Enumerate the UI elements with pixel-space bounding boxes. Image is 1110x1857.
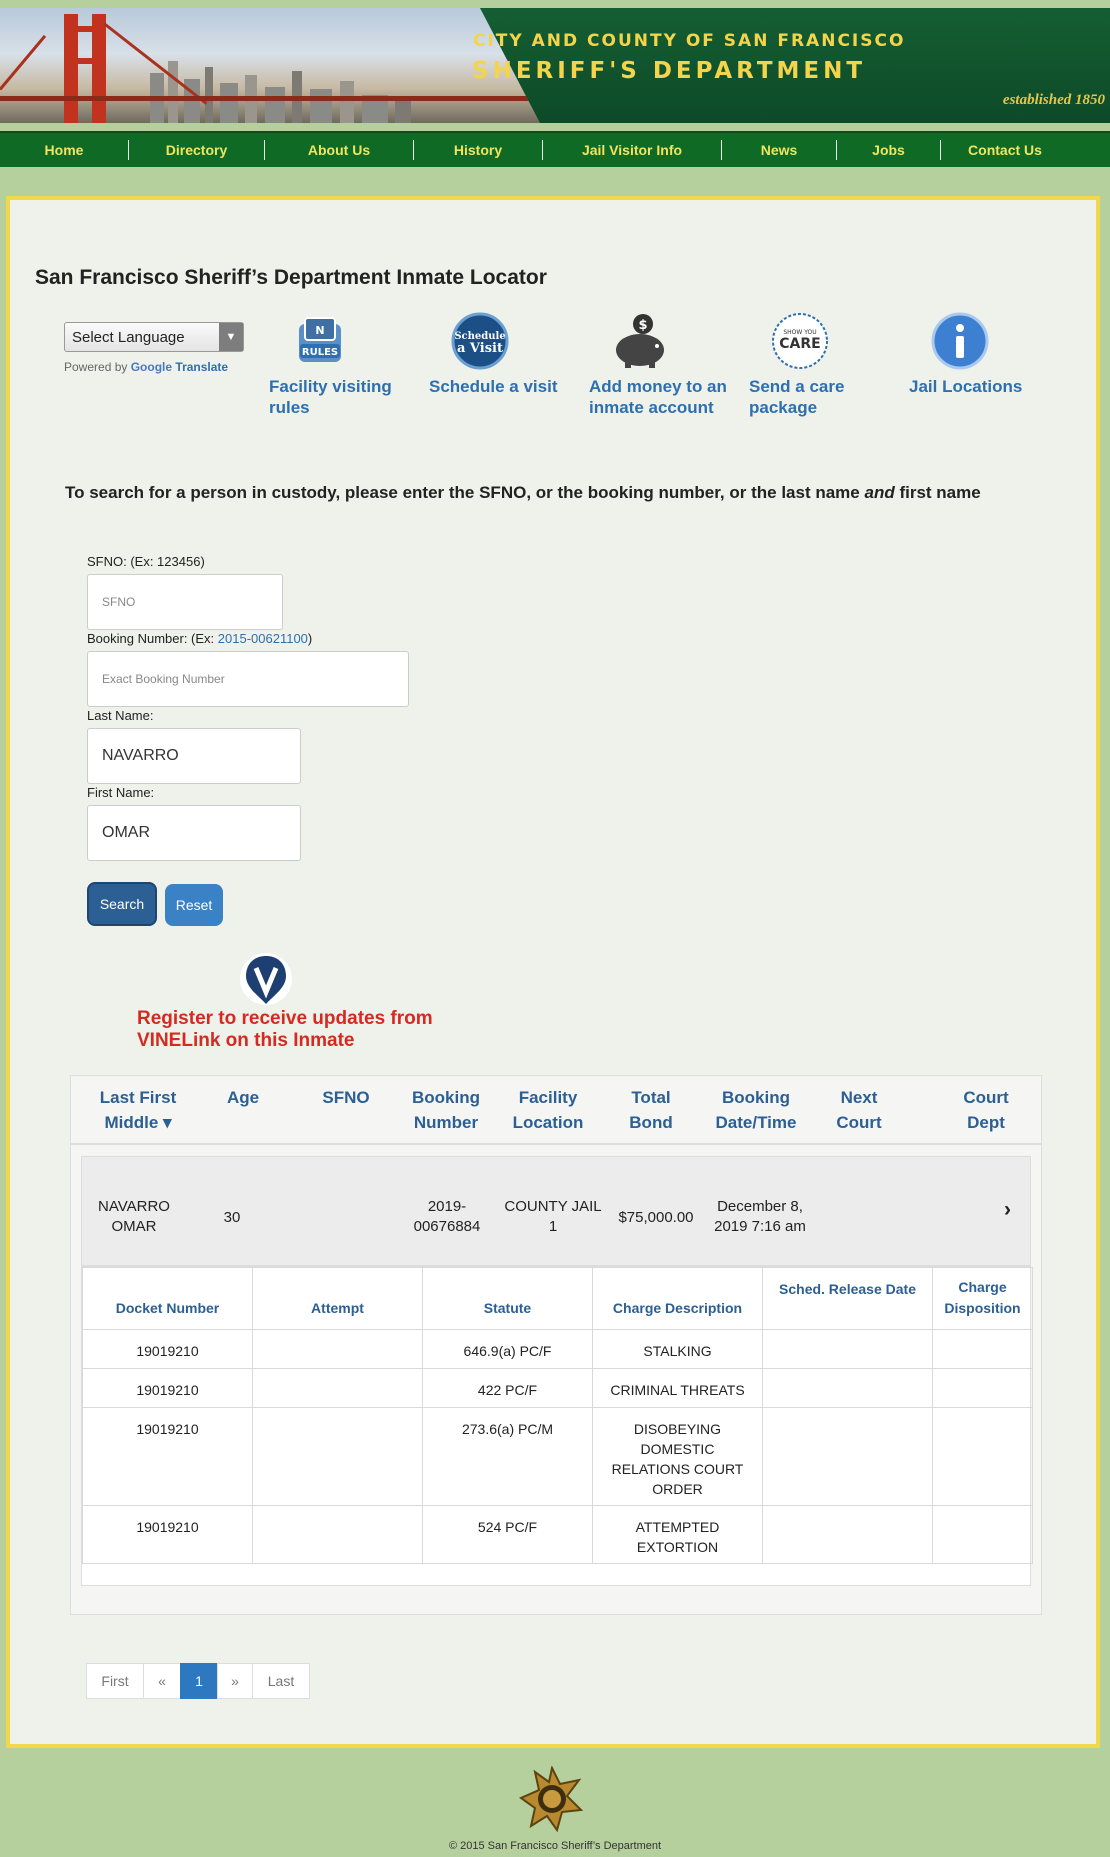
- pagination-first[interactable]: First: [86, 1663, 144, 1699]
- quick-link-label: Jail Locations: [909, 377, 1023, 396]
- charges-header-row: [83, 1268, 1033, 1330]
- col-court-dept-header[interactable]: Court Dept: [963, 1088, 1009, 1132]
- booking-number-label: Booking Number: (Ex: 2015-00621100): [87, 631, 313, 646]
- pagination-prev[interactable]: «: [143, 1663, 181, 1699]
- quick-link-schedule-visit[interactable]: [429, 312, 589, 397]
- charges-container: [81, 1266, 1031, 1586]
- google-logo: Google: [130, 360, 173, 374]
- schedule-visit-icon: [451, 312, 509, 370]
- quick-link-label: Schedule a visit: [429, 377, 558, 396]
- inmate-facility: COUNTY JAIL 1: [504, 1198, 602, 1235]
- quick-link-label: Add money to an inmate account: [589, 377, 727, 417]
- language-select[interactable]: [64, 322, 244, 352]
- charge-col-attempt: Attempt: [253, 1268, 423, 1330]
- quick-link-visiting-rules[interactable]: [269, 312, 429, 418]
- svg-text:$: $: [638, 318, 648, 333]
- col-name-header[interactable]: Last First Middle ▾: [99, 1088, 177, 1132]
- last-name-input[interactable]: [87, 728, 301, 784]
- svg-text:N: N: [315, 324, 325, 337]
- charge-col-disposition: Charge Disposition: [933, 1268, 1033, 1330]
- chevron-down-icon: ▼: [219, 323, 243, 351]
- chevron-right-icon[interactable]: ›: [1004, 1198, 1011, 1221]
- vinelink-logo-icon[interactable]: [239, 952, 293, 1006]
- svg-text:RULES: RULES: [301, 347, 339, 358]
- pagination-page-1[interactable]: 1: [180, 1663, 218, 1699]
- copyright-text: © 2015 San Francisco Sheriff’s Department: [448, 1840, 662, 1852]
- header-line1: CITY AND COUNTY OF SAN FRANCISCO: [473, 31, 906, 51]
- charges-table: [82, 1267, 1033, 1564]
- col-next-court-header[interactable]: Next Court: [836, 1088, 882, 1132]
- main-nav: [0, 131, 1110, 167]
- quick-link-label: Send a care package: [749, 377, 845, 417]
- nav-about-us[interactable]: About Us: [307, 142, 371, 158]
- col-booking-header[interactable]: Booking Number: [412, 1088, 480, 1132]
- sfno-label: SFNO: (Ex: 123456): [87, 554, 205, 569]
- quick-link-jail-locations[interactable]: [909, 312, 1069, 397]
- header-banner: [0, 8, 1110, 123]
- sheriff-star-badge-icon: [519, 1766, 585, 1832]
- sort-down-icon: ▾: [163, 1113, 172, 1132]
- page-title: San Francisco Sheriff’s Department Inmate Locator: [35, 266, 547, 289]
- results-header: [71, 1076, 1041, 1145]
- quick-link-label: Facility visiting rules: [269, 377, 392, 417]
- inmate-booking-number: 2019- 00676884: [413, 1198, 481, 1235]
- col-sfno-header[interactable]: SFNO: [322, 1088, 370, 1107]
- svg-text:CARE: CARE: [779, 336, 821, 352]
- show-you-care-icon: [771, 312, 829, 370]
- language-select-label: Select Language: [72, 329, 185, 346]
- booking-number-input[interactable]: [87, 651, 409, 707]
- sfno-input[interactable]: [87, 574, 283, 630]
- charge-col-docket: Docket Number: [83, 1268, 253, 1330]
- nav-history[interactable]: History: [453, 142, 503, 158]
- charge-col-statute: Statute: [423, 1268, 593, 1330]
- rules-icon: [291, 312, 349, 370]
- svg-text:Schedule: Schedule: [454, 331, 506, 342]
- inmate-name: NAVARRO OMAR: [98, 1198, 170, 1235]
- col-bond-header[interactable]: Total Bond: [629, 1088, 673, 1132]
- booking-example-link[interactable]: 2015-00621100: [217, 631, 308, 646]
- charge-row: 19019210 273.6(a) PC/M DISOBEYING DOMESTIC RELATIONS COURT ORDER: [83, 1408, 1033, 1506]
- charge-row: 19019210 422 PC/F CRIMINAL THREATS: [83, 1369, 1033, 1408]
- translate-link[interactable]: Translate: [175, 360, 229, 374]
- nav-directory[interactable]: Directory: [165, 142, 228, 158]
- established-text: established 1850: [1002, 92, 1105, 108]
- quick-link-add-money[interactable]: [589, 312, 749, 418]
- last-name-label: Last Name:: [87, 708, 154, 723]
- nav-jobs[interactable]: Jobs: [872, 142, 905, 158]
- charge-col-release-date: Sched. Release Date: [763, 1268, 933, 1330]
- nav-news[interactable]: News: [760, 142, 798, 158]
- reset-button[interactable]: Reset: [165, 884, 223, 926]
- nav-contact-us[interactable]: Contact Us: [968, 142, 1042, 158]
- results-panel: [70, 1075, 1042, 1615]
- charge-col-description: Charge Description: [593, 1268, 763, 1330]
- search-button[interactable]: Search: [87, 882, 157, 926]
- first-name-label: First Name:: [87, 785, 155, 800]
- nav-jail-visitor-info[interactable]: Jail Visitor Info: [581, 142, 683, 158]
- main-panel: [6, 196, 1100, 1748]
- search-instructions: To search for a person in custody, please enter the SFNO, or the booking number, or the last name and first name: [65, 483, 981, 502]
- col-facility-header[interactable]: Facility Location: [512, 1088, 584, 1132]
- svg-text:a Visit: a Visit: [456, 341, 504, 356]
- svg-text:SHOW YOU: SHOW YOU: [783, 329, 817, 336]
- piggy-bank-icon: [611, 312, 669, 370]
- inmate-age: 30: [223, 1209, 241, 1226]
- first-name-input[interactable]: [87, 805, 301, 861]
- col-booking-date-header[interactable]: Booking Date/Time: [715, 1088, 797, 1132]
- quick-link-care-package[interactable]: [749, 312, 909, 418]
- pagination-next[interactable]: »: [217, 1663, 253, 1699]
- nav-home[interactable]: Home: [44, 142, 84, 158]
- info-icon: [931, 312, 989, 370]
- inmate-row[interactable]: [81, 1156, 1031, 1266]
- vinelink-register-link[interactable]: Register to receive updates from VINELink on this Inmate: [137, 1008, 433, 1051]
- inmate-bond: $75,000.00: [618, 1209, 694, 1226]
- pagination-last[interactable]: Last: [252, 1663, 310, 1699]
- pagination: [87, 1663, 310, 1699]
- inmate-booking-date: December 8, 2019 7:16 am: [714, 1198, 806, 1235]
- col-age-header[interactable]: Age: [226, 1088, 260, 1107]
- charge-row: 19019210 646.9(a) PC/F STALKING: [83, 1330, 1033, 1369]
- charge-row: 19019210 524 PC/F ATTEMPTED EXTORTION: [83, 1506, 1033, 1564]
- header-line2: SHERIFF'S DEPARTMENT: [472, 58, 867, 84]
- powered-by-google: Powered by Google Translate: [64, 360, 229, 374]
